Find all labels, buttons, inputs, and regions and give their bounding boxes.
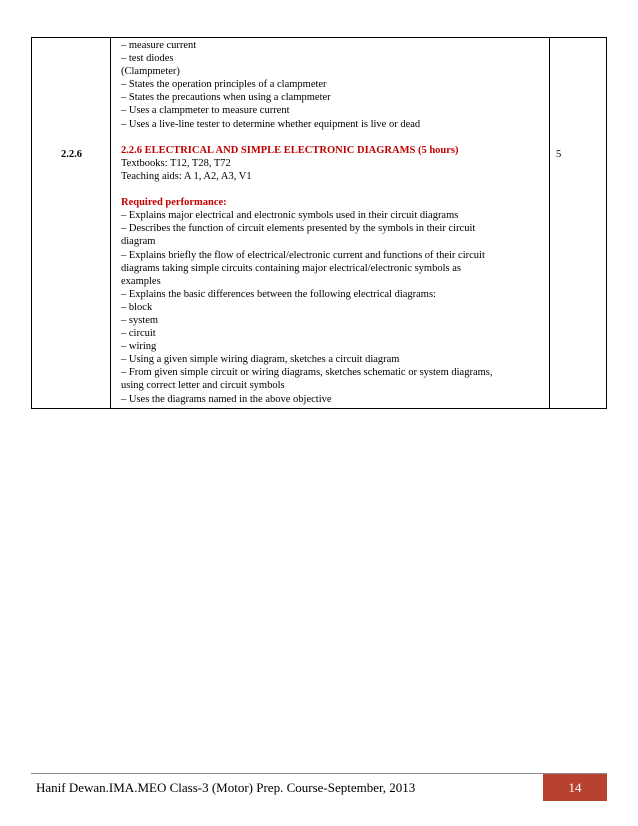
syllabus-table xyxy=(31,37,607,409)
content-line: – circuit xyxy=(121,328,156,340)
content-column xyxy=(121,39,545,406)
content-line: using correct letter and circuit symbols xyxy=(121,380,285,392)
content-line: – Uses the diagrams named in the above objective xyxy=(121,393,332,405)
content-line: – From given simple circuit or wiring diagrams, sketches schematic or system diagrams, xyxy=(121,367,493,379)
content-line: – measure current xyxy=(121,40,197,51)
content-line: – Explains major electrical and electronic symbols used in their circuit diagrams xyxy=(121,210,459,222)
page-number: 14 xyxy=(543,774,607,801)
content-line: diagrams taking simple circuits containing major electrical/electronic symbols as xyxy=(121,262,461,274)
content-line: – States the precautions when using a clampmeter xyxy=(121,92,331,104)
hours-value: 5 xyxy=(556,149,562,160)
content-line: – Explains the basic differences between the following electrical diagrams: xyxy=(121,288,436,300)
content-line: – Describes the function of circuit elements presented by the symbols in their circuit xyxy=(121,223,476,235)
teaching-aids-line: Teaching aids: A 1, A2, A3, V1 xyxy=(121,170,252,182)
content-line: – test diodes xyxy=(121,53,174,65)
content-line: – Explains briefly the flow of electrical/electronic current and functions of their circuit xyxy=(121,249,485,261)
content-line: diagram xyxy=(121,236,156,248)
column-divider xyxy=(549,38,550,408)
content-line: (Clampmeter) xyxy=(121,66,180,78)
content-line: – Uses a live-line tester to determine whether equipment is live or dead xyxy=(121,118,421,130)
column-divider xyxy=(110,38,111,408)
content-line: – Using a given simple wiring diagram, sketches a circuit diagram xyxy=(121,354,400,366)
content-line: – States the operation principles of a clampmeter xyxy=(121,79,327,91)
content-line: – Uses a clampmeter to measure current xyxy=(121,105,290,117)
topic-code: 2.2.6 xyxy=(61,149,82,160)
content-line: examples xyxy=(121,275,161,287)
content-line: – system xyxy=(121,314,159,326)
required-performance-heading: Required performance: xyxy=(121,197,227,209)
footer-divider xyxy=(31,773,607,774)
textbooks-line: Textbooks: T12, T28, T72 xyxy=(121,157,231,169)
section-heading: 2.2.6 ELECTRICAL AND SIMPLE ELECTRONIC DIAGRAMS (5 hours) xyxy=(121,144,459,156)
content-line: – wiring xyxy=(121,341,157,353)
footer-text: Hanif Dewan.IMA.MEO Class-3 (Motor) Prep. Course-September, 2013 xyxy=(36,780,416,795)
content-line: – block xyxy=(121,301,153,313)
